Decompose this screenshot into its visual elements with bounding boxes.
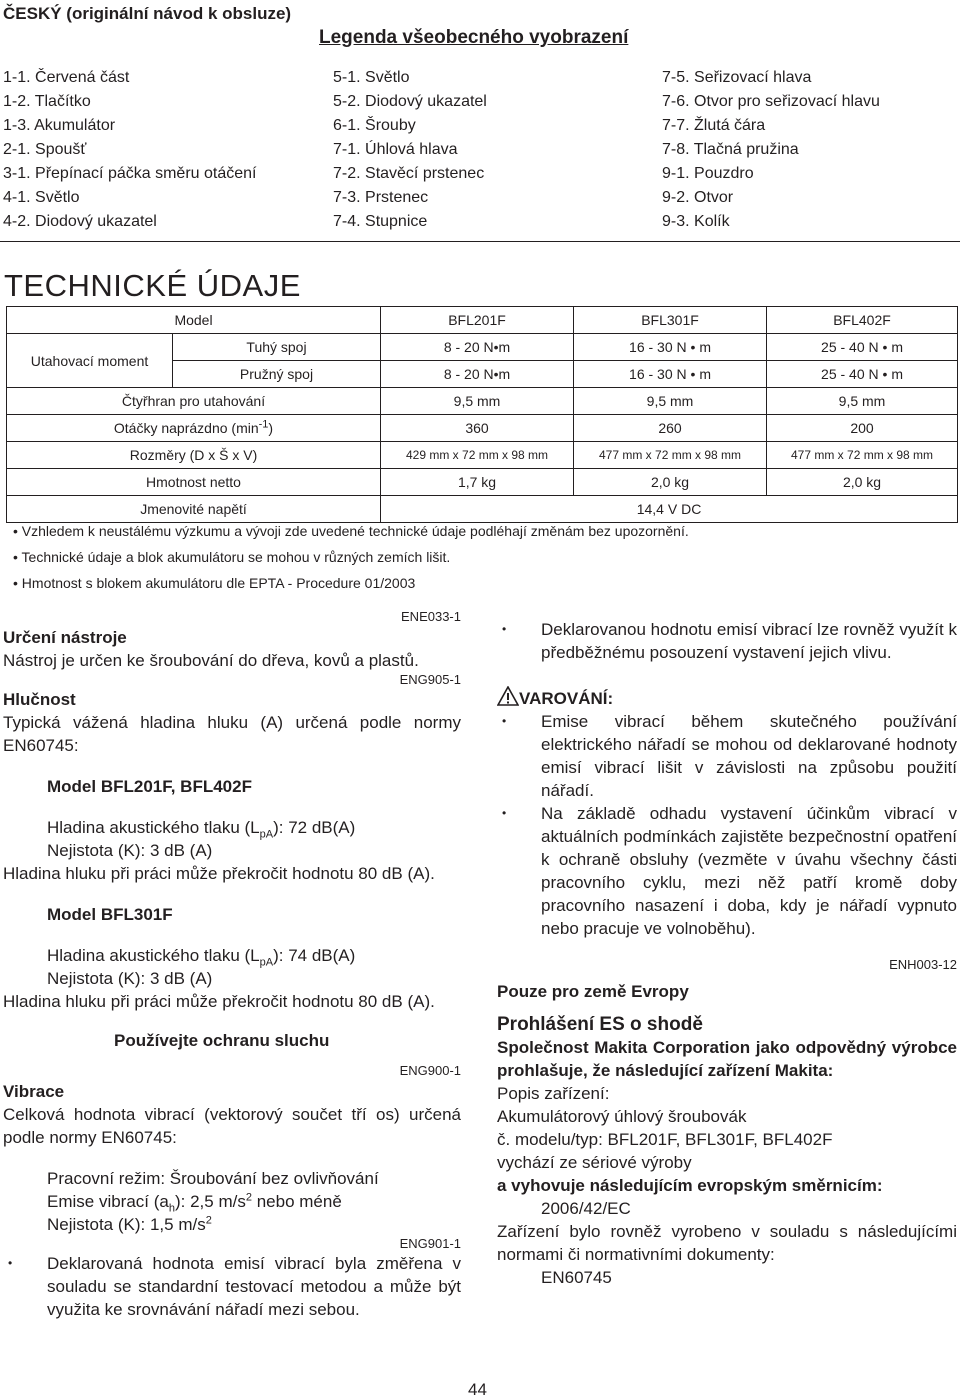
- warning-heading: VAROVÁNÍ:: [497, 686, 957, 710]
- model-heading: Model BFL201F, BFL402F: [47, 777, 252, 796]
- standard: EN60745: [541, 1268, 612, 1287]
- doc-code: ENG901-1: [399, 1236, 461, 1251]
- page-number: 44: [468, 1380, 487, 1399]
- table-cell: 2,0 kg: [574, 469, 767, 496]
- model-cell: BFL201F: [381, 307, 574, 334]
- left-column: [3, 608, 461, 1321]
- table-cell: 260: [574, 415, 767, 442]
- dimensions-label: Rozměry (D x Š x V): [7, 442, 381, 469]
- directives-label: a vyhovuje následujícím evropským směrnicím:: [497, 1176, 883, 1195]
- legend-item: 7-3. Prstenec: [333, 189, 429, 206]
- vibration-emission: Emise vibrací $(a_h)$: 2,5 $m/s^2$ nebo méně: [47, 1191, 342, 1215]
- legend-column-2: [333, 66, 487, 234]
- table-cell: 2,0 kg: [767, 469, 958, 496]
- legend-column-3: [662, 66, 880, 234]
- language-heading: ČESKÝ (originální návod k obsluze): [3, 4, 292, 23]
- legend-item: 6-1. Šrouby: [333, 117, 416, 134]
- legend-item: 1-3. Akumulátor: [3, 117, 116, 134]
- note: • Technické údaje a blok akumulátoru se mohou v různých zemích lišit.: [13, 549, 451, 565]
- bullet-item: • Deklarovanou hodnotu emisí vibrací lze rovněž využít k předběžnému posouzení vystavení jejich vlivu.: [502, 620, 957, 662]
- vibration-uncertainty: Nejistota (K): 1,5 $m/s^2$: [47, 1214, 212, 1234]
- table-cell: 16 - 30 N • m: [574, 334, 767, 361]
- legend-item: 3-1. Přepínací páčka směru otáčení: [3, 165, 257, 182]
- description: Akumulátorový úhlový šroubovák: [497, 1107, 747, 1126]
- standards-label: Zařízení bylo rovněž vyrobeno v souladu s následujícími normami či normativními dokumenty:: [497, 1222, 957, 1264]
- legend-item: 9-1. Pouzdro: [662, 165, 754, 182]
- legend-item: 7-1. Úhlová hlava: [333, 141, 458, 158]
- legend-column-1: [3, 66, 256, 234]
- table-cell: 9,5 mm: [381, 388, 574, 415]
- table-row: [7, 469, 958, 496]
- legend-item: 2-1. Spoušť: [3, 141, 87, 158]
- table-cell: 8 - 20 N•m: [381, 334, 574, 361]
- square-drive-label: Čtyřhran pro utahování: [7, 388, 381, 415]
- table-row: [7, 442, 958, 469]
- legend-item: 7-6. Otvor pro seřizovací hlavu: [662, 93, 880, 110]
- legend-item: 7-7. Žlutá čára: [662, 117, 766, 134]
- model-heading: Model BFL301F: [47, 905, 173, 924]
- table-cell: 429 mm x 72 mm x 98 mm: [381, 442, 574, 469]
- legend-item: 5-2. Diodový ukazatel: [333, 93, 487, 110]
- spec-notes: [13, 518, 689, 596]
- doc-code: ENG905-1: [399, 672, 461, 687]
- bullet-item: • Deklarovaná hodnota emisí vibrací byla změřena v souladu se standardní testovací metodou a může být využita ke srovnávání nářadí mezi sebou.: [8, 1254, 461, 1319]
- model-label: Model: [7, 307, 381, 334]
- right-column: [497, 608, 957, 1289]
- table-cell: 9,5 mm: [574, 388, 767, 415]
- sound-pressure: Hladina akustického tlaku $(L_{pA})$: 72 dB(A): [47, 818, 356, 841]
- description-label: Popis zařízení:: [497, 1084, 610, 1103]
- rated-voltage-value: 14,4 V DC: [381, 496, 958, 523]
- table-cell: 200: [767, 415, 958, 442]
- hearing-protection-note: Používejte ochranu sluchu: [114, 1031, 330, 1050]
- intended-use-text: Nástroj je určen ke šroubování do dřeva, kovů a plastů.: [3, 651, 419, 670]
- rated-voltage-label: Jmenovité napětí: [7, 496, 381, 523]
- note: • Hmotnost s blokem akumulátoru dle EPTA - Procedure 01/2003: [13, 575, 416, 591]
- net-weight-label: Hmotnost netto: [7, 469, 381, 496]
- uncertainty: Nejistota (K): 3 dB (A): [47, 969, 213, 988]
- bullet-item: • Na základě odhadu vystavení účinkům vibrací v aktuálních podmínkách zajistěte bezpečnostní opatření k ochraně obsluhy (vezměte v úvahu všechny části pracovního cyklu, mezi něž patří kromě doby pracovního nasazení i doba, kdy je nářadí vypnuto nebo pracuje ve volnoběhu).: [502, 804, 957, 938]
- intended-use-heading: Určení nástroje: [3, 628, 127, 647]
- legend-item: 9-2. Otvor: [662, 189, 734, 206]
- spec-table: [6, 306, 958, 523]
- no-load-speed-label: Otáčky naprázdno $(\min^{-1})$: [7, 415, 381, 442]
- declaration-title: Prohlášení ES o shodě: [497, 1014, 703, 1035]
- table-cell: 25 - 40 N • m: [767, 361, 958, 388]
- doc-code: ENH003-12: [889, 957, 957, 972]
- doc-code: ENE033-1: [401, 609, 461, 624]
- table-cell: 25 - 40 N • m: [767, 334, 958, 361]
- table-cell: 477 mm x 72 mm x 98 mm: [767, 442, 958, 469]
- declaration-statement: Společnost Makita Corporation jako odpovědný výrobce prohlašuje, že následující zařízení Makita:: [497, 1038, 957, 1080]
- table-cell: 477 mm x 72 mm x 98 mm: [574, 442, 767, 469]
- tech-specs-title: TECHNICKÉ ÚDAJE: [4, 268, 301, 303]
- legend-item: 1-2. Tlačítko: [3, 93, 91, 110]
- torque-label: Utahovací moment: [7, 334, 173, 388]
- europe-heading: Pouze pro země Evropy: [497, 982, 689, 1001]
- legend-item: 1-1. Červená část: [3, 69, 130, 86]
- section-divider: [0, 241, 960, 242]
- warning-icon: [497, 686, 519, 706]
- bullet-item: • Emise vibrací během skutečného používání elektrického nářadí se mohou od deklarované hodnoty emisí vibrací lišit v závislosti na způsobu použití nářadí.: [502, 712, 957, 800]
- legend-item: 7-8. Tlačná pružina: [662, 141, 799, 158]
- directive: 2006/42/EC: [541, 1199, 631, 1218]
- noise-exceed-note: Hladina hluku při práci může překročit hodnotu 80 dB (A).: [3, 992, 435, 1011]
- table-cell: 360: [381, 415, 574, 442]
- table-cell: 1,7 kg: [381, 469, 574, 496]
- legend-item: 4-1. Světlo: [3, 189, 80, 206]
- sound-pressure: Hladina akustického tlaku $(L_{pA})$: 74 dB(A): [47, 946, 356, 969]
- soft-joint-label: Pružný spoj: [173, 361, 381, 388]
- series-production: vychází ze sériové výroby: [497, 1153, 692, 1172]
- noise-heading: Hlučnost: [3, 690, 76, 709]
- table-row: [7, 388, 958, 415]
- table-row: [7, 307, 958, 334]
- vibration-heading: Vibrace: [3, 1082, 65, 1101]
- table-cell: 9,5 mm: [767, 388, 958, 415]
- legend-item: 4-2. Diodový ukazatel: [3, 213, 157, 230]
- doc-code: ENG900-1: [399, 1063, 461, 1078]
- legend-item: 5-1. Světlo: [333, 69, 410, 86]
- legend-item: 7-5. Seřizovací hlava: [662, 69, 812, 86]
- work-mode: Pracovní režim: Šroubování bez ovlivňování: [47, 1169, 379, 1188]
- legend-item: 7-4. Stupnice: [333, 213, 428, 230]
- model-cell: BFL301F: [574, 307, 767, 334]
- noise-text: Typická vážená hladina hluku (A) určená podle normy EN60745:: [3, 713, 461, 755]
- note: • Vzhledem k neustálému výzkumu a vývoji zde uvedené technické údaje podléhají změnám bez upozornění.: [13, 523, 689, 539]
- table-row: [7, 415, 958, 442]
- legend-item: 7-2. Stavěcí prstenec: [333, 165, 485, 182]
- vibration-text: Celková hodnota vibrací (vektorový součet tří os) určená podle normy EN60745:: [3, 1105, 461, 1147]
- model-cell: BFL402F: [767, 307, 958, 334]
- hard-joint-label: Tuhý spoj: [173, 334, 381, 361]
- legend-item: 9-3. Kolík: [662, 213, 730, 230]
- table-cell: 8 - 20 N•m: [381, 361, 574, 388]
- model-number: č. modelu/typ: BFL201F, BFL301F, BFL402F: [497, 1130, 833, 1149]
- table-cell: 16 - 30 N • m: [574, 361, 767, 388]
- table-row: [7, 334, 958, 361]
- uncertainty: Nejistota (K): 3 dB (A): [47, 841, 213, 860]
- legend-title: Legenda všeobecného vyobrazení: [319, 27, 629, 48]
- noise-exceed-note: Hladina hluku při práci může překročit hodnotu 80 dB (A).: [3, 864, 435, 883]
